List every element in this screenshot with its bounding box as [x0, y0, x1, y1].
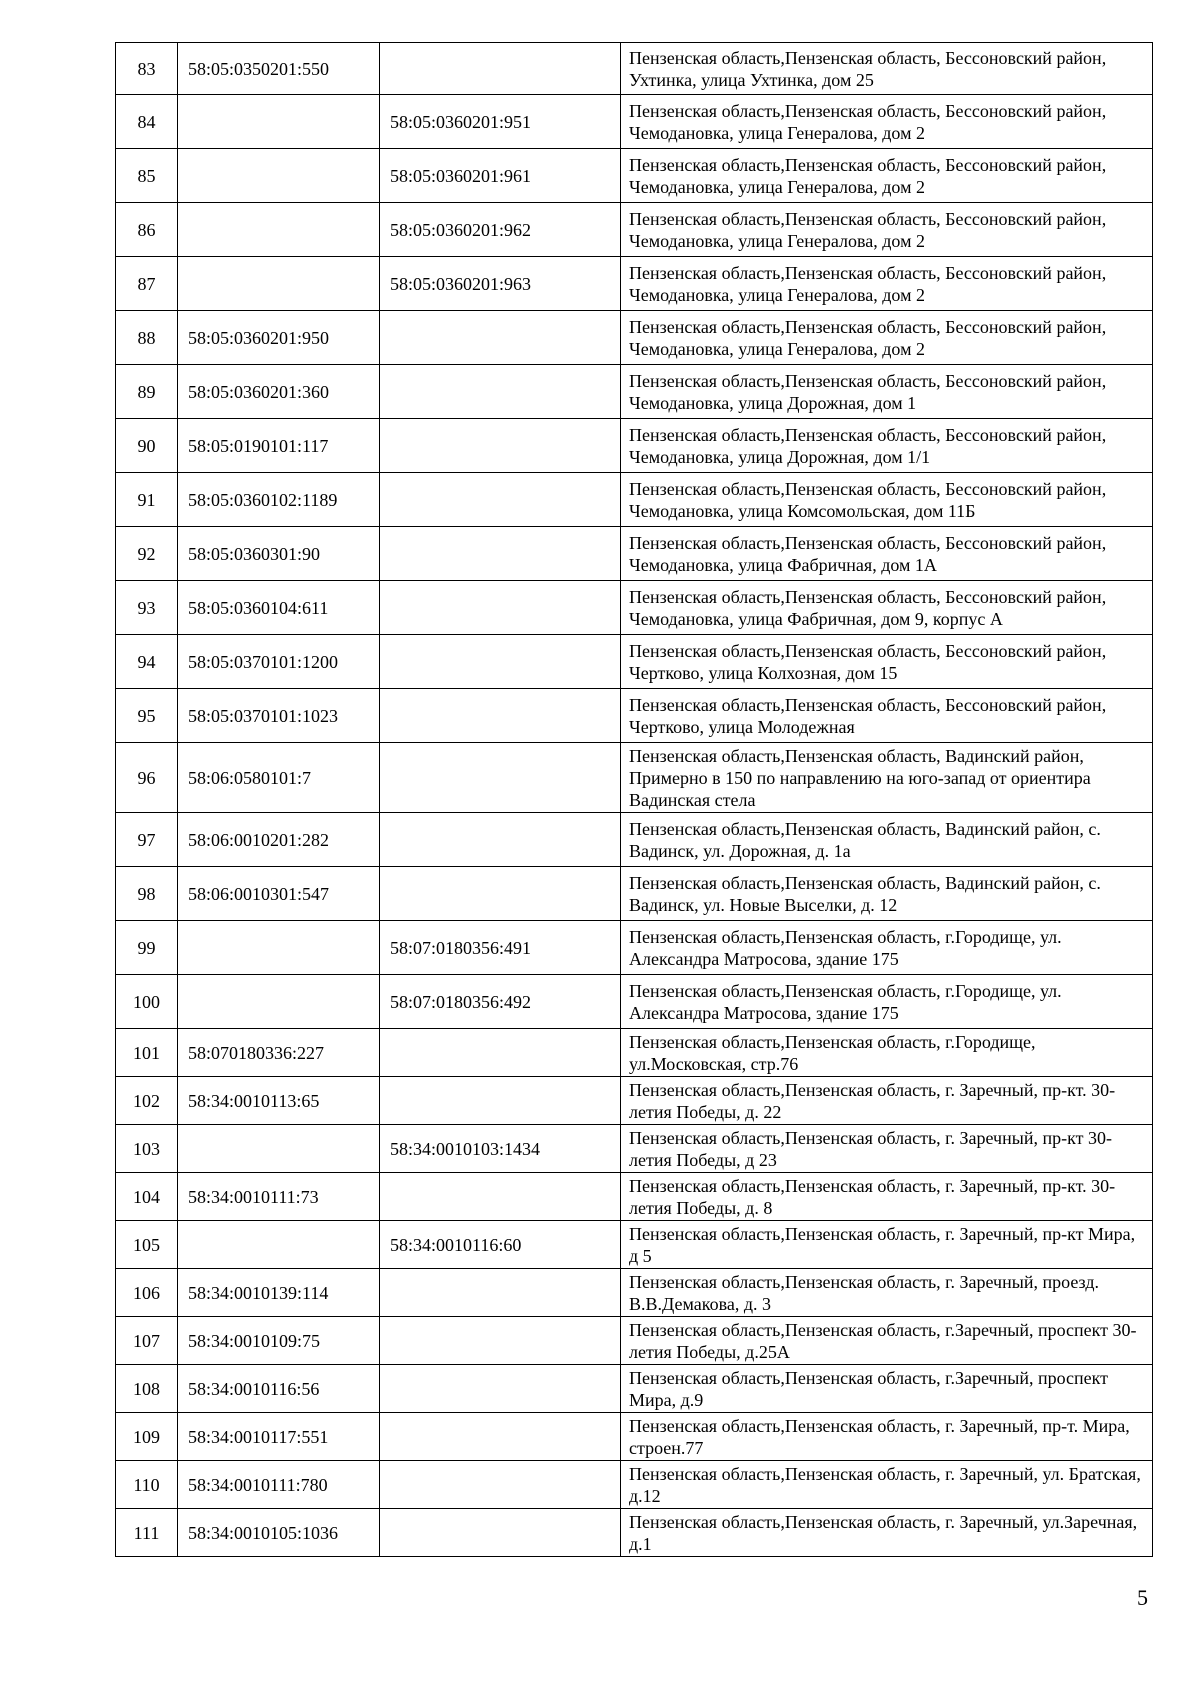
cadastral-number-cell: 58:070180336:227	[178, 1029, 380, 1077]
row-number: 99	[116, 921, 178, 975]
address-cell: Пензенская область,Пензенская область, Вадинский район, с. Вадинск, ул. Новые Выселки, д. 12	[621, 867, 1153, 921]
table-row	[116, 419, 1153, 473]
row-number: 90	[116, 419, 178, 473]
related-cadastral-number-cell	[380, 1365, 621, 1413]
cadastral-number-cell: 58:06:0580101:7	[178, 743, 380, 813]
table-row	[116, 921, 1153, 975]
related-cadastral-number-cell	[380, 1317, 621, 1365]
table-row	[116, 1125, 1153, 1173]
related-cadastral-number-cell	[380, 365, 621, 419]
property-table	[115, 42, 1153, 1557]
address-cell: Пензенская область,Пензенская область, г.Городище, ул. Александра Матросова, здание 175	[621, 921, 1153, 975]
table-row	[116, 1077, 1153, 1125]
row-number: 89	[116, 365, 178, 419]
cadastral-number-cell: 58:05:0190101:117	[178, 419, 380, 473]
cadastral-number-cell: 58:05:0350201:550	[178, 43, 380, 95]
cadastral-number-cell: 58:34:0010111:780	[178, 1461, 380, 1509]
related-cadastral-number-cell	[380, 635, 621, 689]
address-cell: Пензенская область,Пензенская область, Бессоновский район, Чемодановка, улица Фабричная, дом 1А	[621, 527, 1153, 581]
table-row	[116, 813, 1153, 867]
address-cell: Пензенская область,Пензенская область, Бессоновский район, Чемодановка, улица Генералова, дом 2	[621, 95, 1153, 149]
table-row	[116, 1029, 1153, 1077]
row-number: 95	[116, 689, 178, 743]
cadastral-number-cell: 58:05:0360201:360	[178, 365, 380, 419]
table-row	[116, 95, 1153, 149]
table-row	[116, 1509, 1153, 1557]
row-number: 93	[116, 581, 178, 635]
related-cadastral-number-cell: 58:05:0360201:962	[380, 203, 621, 257]
table-body	[116, 43, 1153, 1557]
address-cell: Пензенская область,Пензенская область, Бессоновский район, Чемодановка, улица Генералова, дом 2	[621, 257, 1153, 311]
related-cadastral-number-cell	[380, 43, 621, 95]
row-number: 109	[116, 1413, 178, 1461]
table-row	[116, 1461, 1153, 1509]
table-row	[116, 1413, 1153, 1461]
address-cell: Пензенская область,Пензенская область, г. Заречный, пр-кт Мира, д 5	[621, 1221, 1153, 1269]
cadastral-number-cell: 58:34:0010117:551	[178, 1413, 380, 1461]
cadastral-number-cell	[178, 1221, 380, 1269]
table-row	[116, 149, 1153, 203]
row-number: 107	[116, 1317, 178, 1365]
table-row	[116, 975, 1153, 1029]
related-cadastral-number-cell	[380, 1173, 621, 1221]
cadastral-number-cell: 58:05:0370101:1200	[178, 635, 380, 689]
cadastral-number-cell	[178, 975, 380, 1029]
address-cell: Пензенская область,Пензенская область, г.Городище, ул. Александра Матросова, здание 175	[621, 975, 1153, 1029]
related-cadastral-number-cell: 58:05:0360201:963	[380, 257, 621, 311]
table-row	[116, 1269, 1153, 1317]
table-row	[116, 635, 1153, 689]
address-cell: Пензенская область,Пензенская область, г. Заречный, пр-кт. 30-летия Победы, д. 8	[621, 1173, 1153, 1221]
related-cadastral-number-cell	[380, 1461, 621, 1509]
address-cell: Пензенская область,Пензенская область, Бессоновский район, Чемодановка, улица Генералова, дом 2	[621, 149, 1153, 203]
related-cadastral-number-cell	[380, 311, 621, 365]
row-number: 104	[116, 1173, 178, 1221]
address-cell: Пензенская область,Пензенская область, Бессоновский район, Чемодановка, улица Комсомольская, дом 11Б	[621, 473, 1153, 527]
address-cell: Пензенская область,Пензенская область, г. Заречный, проезд. В.В.Демакова, д. 3	[621, 1269, 1153, 1317]
address-cell: Пензенская область,Пензенская область, г.Заречный, проспект 30-летия Победы, д.25А	[621, 1317, 1153, 1365]
cadastral-number-cell: 58:34:0010116:56	[178, 1365, 380, 1413]
row-number: 96	[116, 743, 178, 813]
address-cell: Пензенская область,Пензенская область, г. Заречный, пр-кт. 30-летия Победы, д. 22	[621, 1077, 1153, 1125]
cadastral-number-cell: 58:06:0010301:547	[178, 867, 380, 921]
cadastral-number-cell: 58:34:0010139:114	[178, 1269, 380, 1317]
row-number: 83	[116, 43, 178, 95]
related-cadastral-number-cell	[380, 581, 621, 635]
table-row	[116, 43, 1153, 95]
address-cell: Пензенская область,Пензенская область, Бессоновский район, Чемодановка, улица Дорожная, дом 1/1	[621, 419, 1153, 473]
row-number: 87	[116, 257, 178, 311]
row-number: 111	[116, 1509, 178, 1557]
cadastral-number-cell	[178, 203, 380, 257]
related-cadastral-number-cell	[380, 689, 621, 743]
table-row	[116, 867, 1153, 921]
address-cell: Пензенская область,Пензенская область, Бессоновский район, Чемодановка, улица Генералова, дом 2	[621, 311, 1153, 365]
address-cell: Пензенская область,Пензенская область, Вадинский район, Примерно в 150 по направлению на юго-запад от ориентира Вадинская стела	[621, 743, 1153, 813]
related-cadastral-number-cell: 58:05:0360201:951	[380, 95, 621, 149]
address-cell: Пензенская область,Пензенская область, Бессоновский район, Чертково, улица Молодежная	[621, 689, 1153, 743]
cadastral-number-cell	[178, 1125, 380, 1173]
address-cell: Пензенская область,Пензенская область, Вадинский район, с. Вадинск, ул. Дорожная, д. 1а	[621, 813, 1153, 867]
cadastral-number-cell: 58:05:0360104:611	[178, 581, 380, 635]
table-row	[116, 1173, 1153, 1221]
table-row	[116, 689, 1153, 743]
row-number: 94	[116, 635, 178, 689]
row-number: 101	[116, 1029, 178, 1077]
row-number: 85	[116, 149, 178, 203]
row-number: 100	[116, 975, 178, 1029]
related-cadastral-number-cell	[380, 1077, 621, 1125]
page-number: 5	[1137, 1585, 1148, 1610]
address-cell: Пензенская область,Пензенская область, г. Заречный, ул.Заречная, д.1	[621, 1509, 1153, 1557]
row-number: 84	[116, 95, 178, 149]
related-cadastral-number-cell	[380, 743, 621, 813]
address-cell: Пензенская область,Пензенская область, г. Заречный, пр-кт 30-летия Победы, д 23	[621, 1125, 1153, 1173]
related-cadastral-number-cell: 58:34:0010116:60	[380, 1221, 621, 1269]
table-row	[116, 365, 1153, 419]
related-cadastral-number-cell	[380, 419, 621, 473]
row-number: 92	[116, 527, 178, 581]
related-cadastral-number-cell	[380, 1509, 621, 1557]
address-cell: Пензенская область,Пензенская область, Бессоновский район, Ухтинка, улица Ухтинка, дом 25	[621, 43, 1153, 95]
table-row	[116, 473, 1153, 527]
table-row	[116, 203, 1153, 257]
related-cadastral-number-cell: 58:34:0010103:1434	[380, 1125, 621, 1173]
cadastral-number-cell: 58:05:0360301:90	[178, 527, 380, 581]
address-cell: Пензенская область,Пензенская область, г. Заречный, пр-т. Мира, строен.77	[621, 1413, 1153, 1461]
row-number: 98	[116, 867, 178, 921]
cadastral-number-cell: 58:05:0370101:1023	[178, 689, 380, 743]
related-cadastral-number-cell	[380, 1413, 621, 1461]
table-row	[116, 311, 1153, 365]
cadastral-number-cell: 58:34:0010113:65	[178, 1077, 380, 1125]
table-row	[116, 743, 1153, 813]
row-number: 110	[116, 1461, 178, 1509]
row-number: 105	[116, 1221, 178, 1269]
row-number: 86	[116, 203, 178, 257]
row-number: 91	[116, 473, 178, 527]
address-cell: Пензенская область,Пензенская область, Бессоновский район, Чертково, улица Колхозная, дом 15	[621, 635, 1153, 689]
cadastral-number-cell: 58:05:0360102:1189	[178, 473, 380, 527]
table-row	[116, 581, 1153, 635]
related-cadastral-number-cell	[380, 473, 621, 527]
table-row	[116, 257, 1153, 311]
address-cell: Пензенская область,Пензенская область, Бессоновский район, Чемодановка, улица Генералова, дом 2	[621, 203, 1153, 257]
row-number: 102	[116, 1077, 178, 1125]
cadastral-number-cell	[178, 95, 380, 149]
table-row	[116, 1221, 1153, 1269]
cadastral-number-cell: 58:34:0010105:1036	[178, 1509, 380, 1557]
row-number: 97	[116, 813, 178, 867]
address-cell: Пензенская область,Пензенская область, г.Городище, ул.Московская, стр.76	[621, 1029, 1153, 1077]
cadastral-number-cell: 58:34:0010111:73	[178, 1173, 380, 1221]
address-cell: Пензенская область,Пензенская область, г.Заречный, проспект Мира, д.9	[621, 1365, 1153, 1413]
cadastral-number-cell	[178, 149, 380, 203]
row-number: 108	[116, 1365, 178, 1413]
address-cell: Пензенская область,Пензенская область, Бессоновский район, Чемодановка, улица Дорожная, дом 1	[621, 365, 1153, 419]
row-number: 106	[116, 1269, 178, 1317]
related-cadastral-number-cell	[380, 1029, 621, 1077]
cadastral-number-cell	[178, 257, 380, 311]
related-cadastral-number-cell: 58:07:0180356:491	[380, 921, 621, 975]
related-cadastral-number-cell	[380, 527, 621, 581]
table-row	[116, 527, 1153, 581]
related-cadastral-number-cell	[380, 867, 621, 921]
table-row	[116, 1365, 1153, 1413]
address-cell: Пензенская область,Пензенская область, г. Заречный, ул. Братская, д.12	[621, 1461, 1153, 1509]
related-cadastral-number-cell	[380, 1269, 621, 1317]
related-cadastral-number-cell: 58:07:0180356:492	[380, 975, 621, 1029]
row-number: 103	[116, 1125, 178, 1173]
cadastral-number-cell: 58:06:0010201:282	[178, 813, 380, 867]
related-cadastral-number-cell: 58:05:0360201:961	[380, 149, 621, 203]
cadastral-number-cell: 58:05:0360201:950	[178, 311, 380, 365]
cadastral-number-cell: 58:34:0010109:75	[178, 1317, 380, 1365]
row-number: 88	[116, 311, 178, 365]
table-row	[116, 1317, 1153, 1365]
related-cadastral-number-cell	[380, 813, 621, 867]
address-cell: Пензенская область,Пензенская область, Бессоновский район, Чемодановка, улица Фабричная, дом 9, корпус А	[621, 581, 1153, 635]
cadastral-number-cell	[178, 921, 380, 975]
